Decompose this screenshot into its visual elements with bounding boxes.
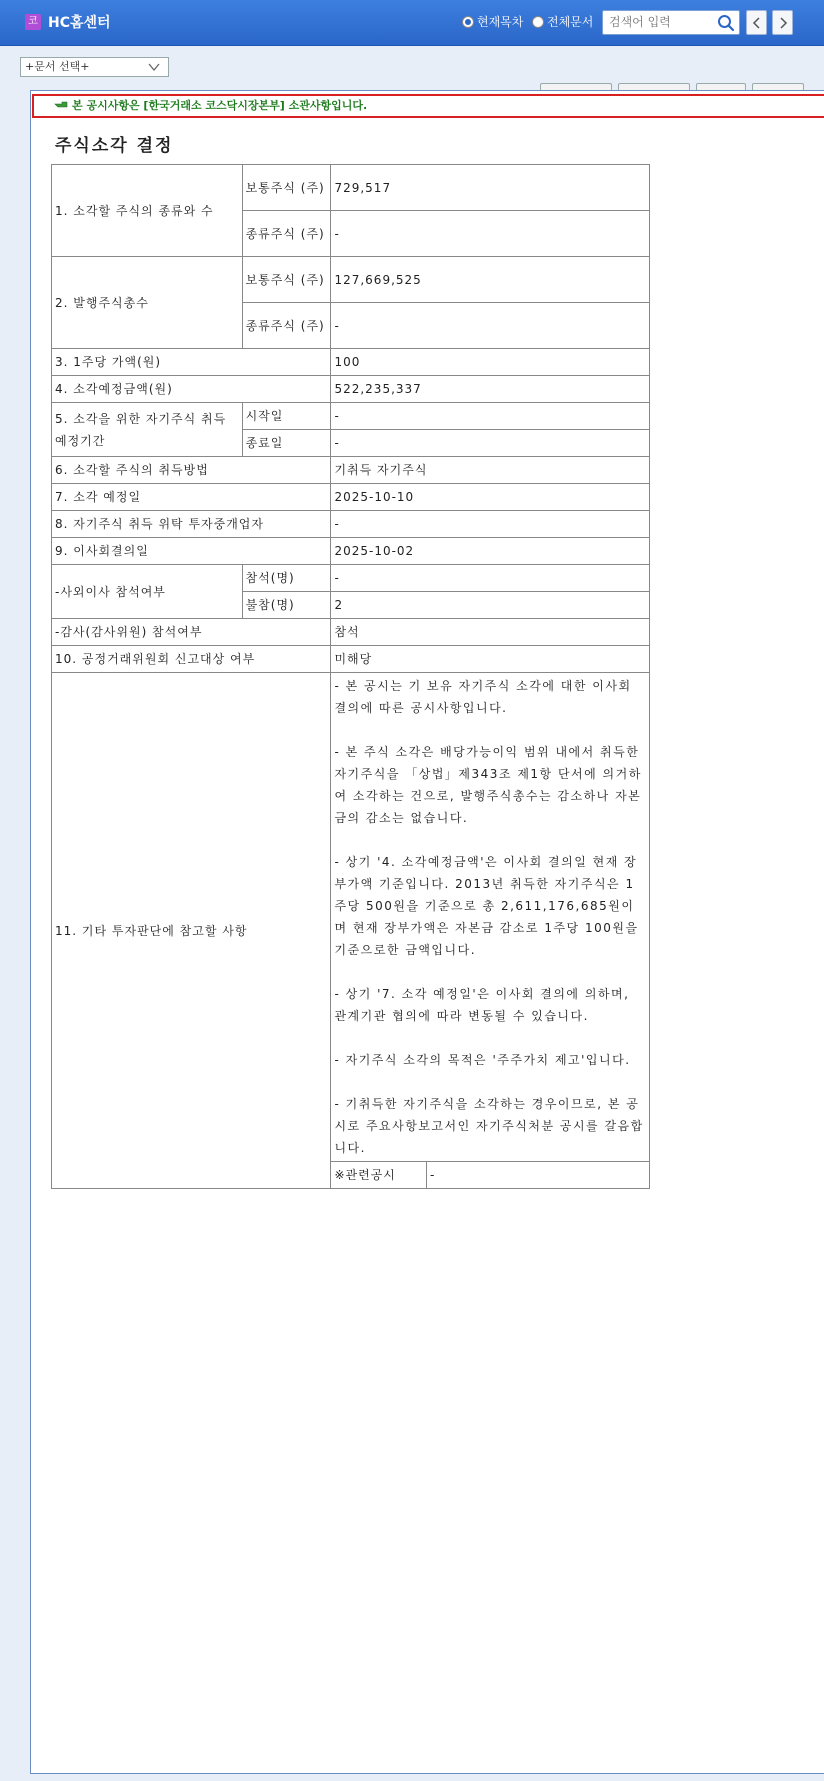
radio-all-docs[interactable] xyxy=(532,13,593,30)
row-value: 522,235,337 xyxy=(331,376,650,403)
row-value: - xyxy=(331,303,650,349)
radio-all-label: 전체문서 xyxy=(547,15,594,29)
document-select-value: +문서 선택+ xyxy=(25,60,90,73)
row-label: -사외이사 참석여부 xyxy=(52,565,243,619)
table-row xyxy=(52,565,650,592)
brand-title: HC홈센터 xyxy=(48,15,111,31)
row-value: 미해당 xyxy=(331,646,650,673)
row-value: 100 xyxy=(331,349,650,376)
row-label: 9. 이사회결의일 xyxy=(52,538,331,565)
app-logo-icon: 코 xyxy=(25,14,41,30)
chevron-right-icon xyxy=(778,17,788,29)
row-sublabel: 종류주식 (주) xyxy=(242,211,331,257)
chevron-down-icon xyxy=(148,61,160,73)
row-label: -감사(감사위원) 참석여부 xyxy=(52,619,331,646)
search-icon[interactable] xyxy=(717,14,735,32)
document-select[interactable] xyxy=(20,57,169,77)
related-disclosure-label: ※관련공시 xyxy=(331,1162,426,1188)
row-sublabel: 보통주식 (주) xyxy=(242,165,331,211)
notice-text: 본 공시사항은 [한국거래소 코스닥시장본부] 소관사항입니다. xyxy=(72,99,368,112)
row-value: 2 xyxy=(331,592,650,619)
jurisdiction-notice xyxy=(32,94,824,118)
row-label: 6. 소각할 주식의 취득방법 xyxy=(52,457,331,484)
row-label: 2. 발행주식총수 xyxy=(52,257,243,349)
next-button[interactable] xyxy=(772,10,793,35)
row-label: 8. 자기주식 취득 위탁 투자중개업자 xyxy=(52,511,331,538)
table-row xyxy=(52,376,650,403)
row-sublabel: 참석(명) xyxy=(242,565,331,592)
table-row xyxy=(52,257,650,303)
related-disclosure-cell xyxy=(331,1162,650,1189)
row-value: 기취득 자기주식 xyxy=(331,457,650,484)
document-title: 주식소각 결정 xyxy=(55,136,174,156)
row-label: 11. 기타 투자판단에 참고할 사항 xyxy=(52,673,331,1189)
pointing-hand-icon xyxy=(54,96,68,116)
document-frame xyxy=(30,90,824,1774)
radio-current-label: 현재목차 xyxy=(477,15,524,29)
row-value: - xyxy=(331,403,650,430)
search-box xyxy=(602,10,740,35)
row-label: 7. 소각 예정일 xyxy=(52,484,331,511)
row-value: 729,517 xyxy=(331,165,650,211)
disclosure-table xyxy=(51,164,650,1189)
row-sublabel: 종료일 xyxy=(242,430,331,457)
row-label: 4. 소각예정금액(원) xyxy=(52,376,331,403)
related-disclosure-table xyxy=(331,1162,649,1188)
row-sublabel: 불참(명) xyxy=(242,592,331,619)
row-sublabel: 종류주식 (주) xyxy=(242,303,331,349)
chevron-left-icon xyxy=(752,17,762,29)
row-value: 2025-10-10 xyxy=(331,484,650,511)
radio-current-toc[interactable] xyxy=(462,13,523,30)
remarks-cell xyxy=(331,673,650,1162)
row-sublabel: 보통주식 (주) xyxy=(242,257,331,303)
table-row xyxy=(52,538,650,565)
table-row xyxy=(52,511,650,538)
row-sublabel: 시작일 xyxy=(242,403,331,430)
remarks-text: - 본 공시는 기 보유 자기주식 소각에 대한 이사회 결의에 따른 공시사항입니다. - 본 주식 소각은 배당가능이익 범위 내에서 취득한 자기주식을 「상법」제343조 제1항 단서에 의거하여 소각하는 건으로, 발행주식총수는 감소하나 자본금의 감소는 없습니다. - 상기 '4. 소각예정금액'은 이사회 결의일 현재 장부가액 기준입니다. 2013년 취득한 자기주식은 1주당 500원을 기준으로 총 2,611,176,685원이며 현재 장부가액은 자본금 감소로 1주당 100원을 기준으로한 금액입니다. - 상기 '7. 소각 예정일'은 이사회 결의에 의하며, 관계기관 협의에 따라 변동될 수 있습니다. - 자기주식 소각의 목적은 '주주가치 제고'입니다. - 기취득한 자기주식을 소각하는 경우이므로, 본 공시로 주요사항보고서인 자기주식처분 공시를 갈음합니다. xyxy=(334,679,644,1155)
related-disclosure-value: - xyxy=(429,1168,436,1182)
row-value: - xyxy=(331,430,650,457)
row-value: - xyxy=(331,511,650,538)
row-value: 2025-10-02 xyxy=(331,538,650,565)
table-row xyxy=(52,619,650,646)
table-row xyxy=(52,646,650,673)
row-value: - xyxy=(331,565,650,592)
row-value: 참석 xyxy=(331,619,650,646)
row-label: 5. 소각을 위한 자기주식 취득 예정기간 xyxy=(52,403,243,457)
prev-button[interactable] xyxy=(746,10,767,35)
table-row xyxy=(52,673,650,1162)
row-value: - xyxy=(331,211,650,257)
table-row xyxy=(52,457,650,484)
table-row xyxy=(52,403,650,430)
radio-selected-icon[interactable] xyxy=(462,16,474,28)
search-input[interactable] xyxy=(609,11,717,33)
radio-unselected-icon[interactable] xyxy=(532,16,544,28)
row-value: 127,669,525 xyxy=(331,257,650,303)
table-row xyxy=(52,349,650,376)
row-label: 1. 소각할 주식의 종류와 수 xyxy=(52,165,243,257)
row-label: 3. 1주당 가액(원) xyxy=(52,349,331,376)
row-label: 10. 공정거래위원회 신고대상 여부 xyxy=(52,646,331,673)
top-header xyxy=(0,0,824,46)
table-row xyxy=(52,484,650,511)
table-row xyxy=(52,165,650,211)
